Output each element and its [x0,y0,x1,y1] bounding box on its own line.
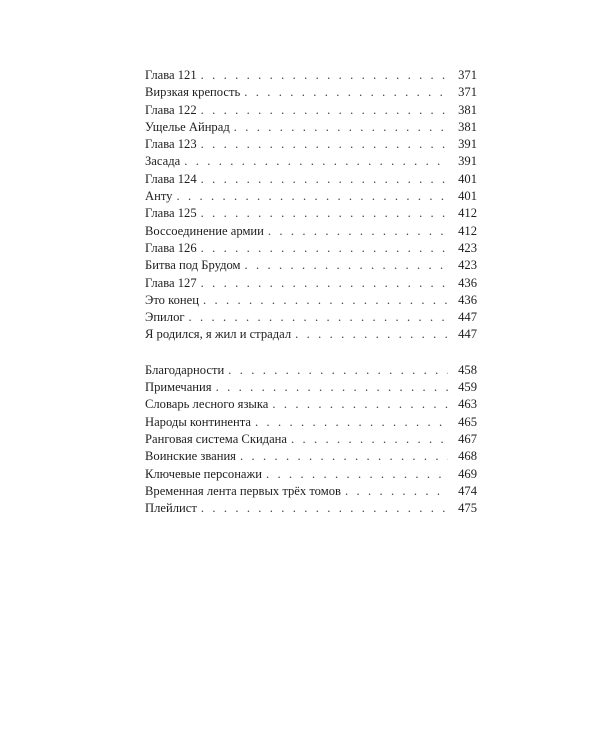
toc-entry-title: Плейлист [145,501,197,516]
toc-entry-page-number: 371 [458,85,477,100]
toc-entry-title: Глава 121 [145,68,197,82]
table-of-contents [145,67,477,517]
toc-entry-page-number: 468 [458,449,477,464]
toc-entry-title: Ущелье Айнрад [145,119,230,134]
toc-entry-title: Битва под Брудом [145,258,241,273]
toc-entry [145,466,477,483]
dot-leader [291,431,448,448]
toc-entry-page-number: 371 [458,68,477,82]
toc-entry [145,414,477,431]
dot-leader [216,379,448,396]
dot-leader [266,466,448,483]
toc-entry [145,362,477,379]
toc-entry-title: Эпилог [145,310,185,325]
toc-entry [145,257,477,274]
toc-entry-page-number: 412 [458,223,477,238]
dot-leader [201,102,448,119]
toc-entry-title: Примечания [145,380,212,395]
toc-entry [145,309,477,326]
toc-entry-page-number: 391 [458,137,477,152]
toc-entry [145,275,477,292]
toc-entry [145,223,477,240]
dot-leader [201,275,448,292]
toc-entry-title: Ранговая система Скидана [145,431,288,446]
toc-entry-title: Воссоединение армии [145,223,264,238]
toc-entry-page-number: 475 [458,501,477,516]
toc-entry [145,396,477,413]
toc-entry [145,84,477,101]
toc-entry [145,500,477,517]
toc-entry-page-number: 381 [458,119,477,134]
toc-entry-page-number: 423 [458,258,477,273]
dot-leader [201,171,448,188]
toc-entry-page-number: 401 [458,171,477,186]
dot-leader [272,396,448,413]
toc-entry-title: Благодарности [145,362,225,377]
toc-main-section [145,67,477,344]
toc-entry-title: Засада [145,154,181,169]
toc-entry [145,431,477,448]
toc-entry-title: Глава 123 [145,137,197,152]
toc-entry-title: Глава 122 [145,102,197,117]
dot-leader [201,136,448,153]
toc-entry-title: Словарь лесного языка [145,397,269,412]
toc-entry [145,188,477,205]
toc-entry-page-number: 458 [458,362,477,377]
toc-entry-page-number: 463 [458,397,477,412]
dot-leader [234,119,448,136]
dot-leader [201,240,448,257]
dot-leader [345,483,448,500]
toc-entry-page-number: 465 [458,414,477,429]
toc-entry-title: Глава 127 [145,275,197,290]
toc-entry-title: Народы континента [145,414,252,429]
toc-entry [145,119,477,136]
dot-leader [255,414,448,431]
toc-entry-page-number: 474 [458,483,477,498]
toc-entry [145,448,477,465]
toc-entry [145,153,477,170]
toc-entry-page-number: 423 [458,240,477,255]
toc-entry [145,171,477,188]
toc-entry-page-number: 436 [458,292,477,307]
toc-entry-title: Глава 126 [145,240,197,255]
toc-entry [145,240,477,257]
toc-entry [145,136,477,153]
toc-entry-page-number: 467 [458,431,477,446]
dot-leader [240,448,448,465]
toc-entry [145,483,477,500]
toc-entry [145,205,477,222]
toc-entry-title: Воинские звания [145,449,236,464]
toc-entry-page-number: 447 [458,310,477,325]
dot-leader [244,84,448,101]
toc-entry-page-number: 459 [458,380,477,395]
toc-entry-title: Ключевые персонажи [145,466,262,481]
toc-entry [145,102,477,119]
toc-entry-title: Вирзкая крепость [145,85,241,100]
dot-leader [189,309,448,326]
toc-entry-title: Глава 125 [145,206,197,221]
toc-entry [145,292,477,309]
toc-entry-title: Временная лента первых трёх томов [145,483,341,498]
toc-entry-title: Я родился, я жил и страдал [145,327,292,342]
toc-entry-title: Это конец [145,292,199,307]
toc-entry [145,67,477,84]
dot-leader [201,67,448,84]
toc-entry-title: Глава 124 [145,171,197,186]
dot-leader [201,500,448,517]
toc-entry [145,326,477,343]
toc-entry-page-number: 391 [458,154,477,169]
toc-entry [145,379,477,396]
dot-leader [203,292,448,309]
dot-leader [228,362,448,379]
dot-leader [295,326,448,343]
toc-entry-page-number: 469 [458,466,477,481]
toc-entry-page-number: 401 [458,189,477,204]
dot-leader [245,257,448,274]
dot-leader [268,223,448,240]
dot-leader [184,153,448,170]
dot-leader [201,205,448,222]
toc-entry-page-number: 412 [458,206,477,221]
toc-entry-title: Анту [145,189,173,204]
dot-leader [176,188,448,205]
toc-entry-page-number: 436 [458,275,477,290]
toc-entry-page-number: 381 [458,102,477,117]
toc-appendix-section [145,362,477,518]
toc-entry-page-number: 447 [458,327,477,342]
